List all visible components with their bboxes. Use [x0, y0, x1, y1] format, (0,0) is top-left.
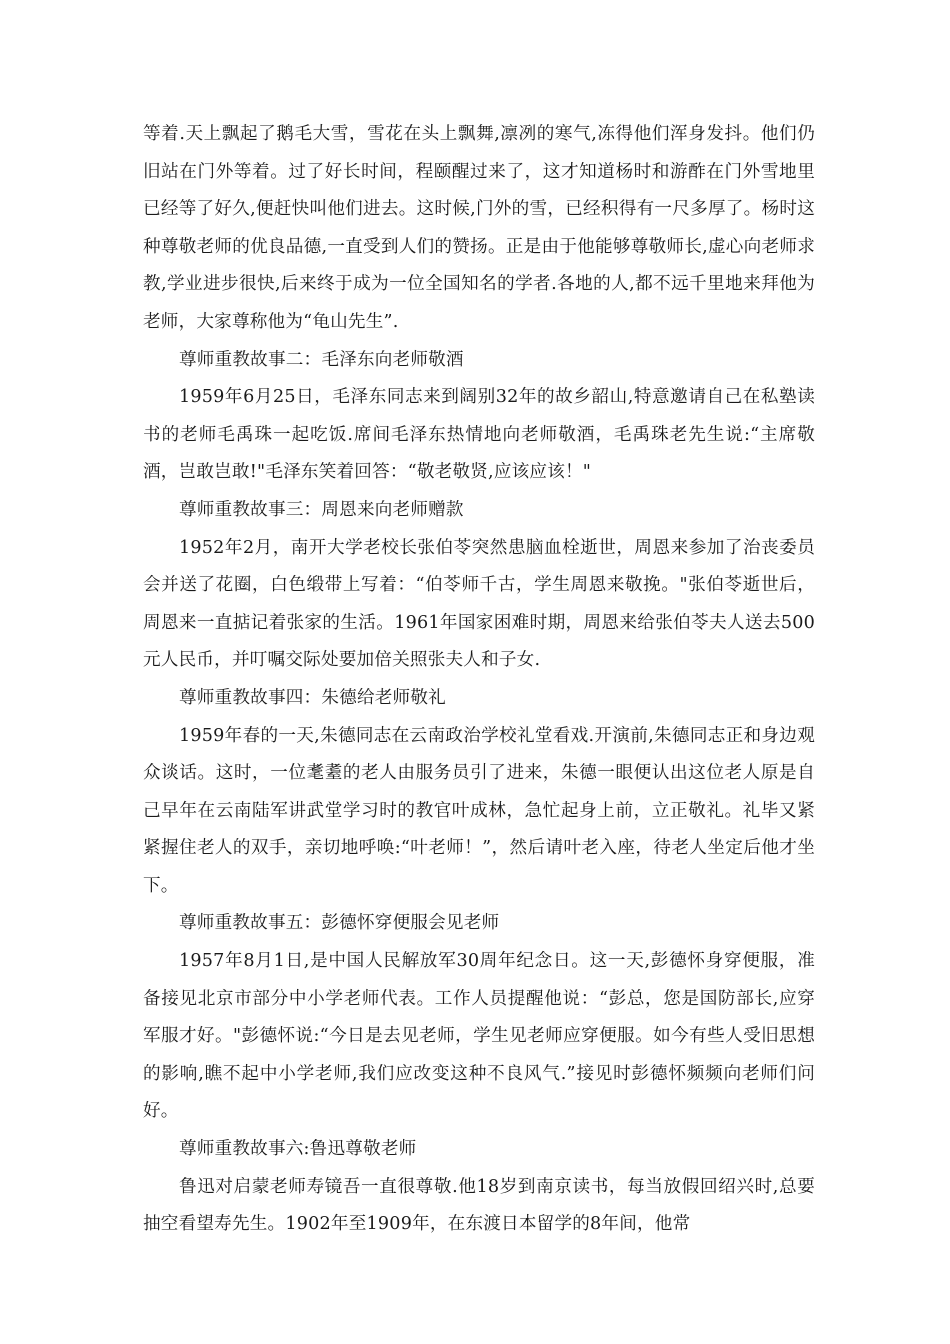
- paragraph-story-3: 1952年2月，南开大学老校长张伯苓突然患脑血栓逝世，周恩来参加了治丧委员会并送了花圈，白色缎带上写着：“伯苓师千古，学生周恩来敬挽。"张伯苓逝世后，周恩来一直掂记着张家的生活。1961年国家困难时期，周恩来给张伯苓夫人送去500元人民币，并叮嘱交际处要加倍关照张夫人和子女.: [143, 537, 815, 671]
- section-heading-story-3: 尊师重教故事三：周恩来向老师赠款: [179, 499, 464, 520]
- section-heading-story-2: 尊师重教故事二：毛泽东向老师敬酒: [179, 349, 464, 370]
- paragraph-yang-shi-story-end: 等着.天上飘起了鹅毛大雪，雪花在头上飘舞,凛冽的寒气,冻得他们浑身发抖。他们仍旧站在门外等着。过了好长时间，程颐醒过来了，这才知道杨时和游酢在门外雪地里已经等了好久,便赶快叫他们进去。这时候,门外的雪，已经积得有一尺多厚了。杨时这种尊敬老师的优良品德,一直受到人们的赞扬。正是由于他能够尊敬师长,虚心向老师求教,学业进步很快,后来终于成为一位全国知名的学者.各地的人,都不远千里地来拜他为老师，大家尊称他为“龟山先生”.: [143, 124, 815, 332]
- document-body: [143, 116, 815, 1244]
- section-heading-story-6: 尊师重教故事六:鲁迅尊敬老师: [179, 1139, 417, 1160]
- section-heading-story-5: 尊师重教故事五：彭德怀穿便服会见老师: [179, 913, 500, 934]
- paragraph-story-5: 1957年8月1日,是中国人民解放军30周年纪念日。这一天,彭德怀身穿便服，准备接见北京市部分中小学老师代表。工作人员提醒他说：“彭总，您是国防部长,应穿军服才好。"彭德怀说:“今日是去见老师，学生见老师应穿便服。如今有些人受旧思想的影响,瞧不起中小学老师,我们应改变这种不良风气.”接见时彭德怀频频向老师们问好。: [143, 951, 815, 1122]
- paragraph-story-2: 1959年6月25日，毛泽东同志来到阔别32年的故乡韶山,特意邀请自己在私塾读书的老师毛禹珠一起吃饭.席间毛泽东热情地向老师敬酒，毛禹珠老先生说:“主席敬酒，岂敢岂敢!"毛泽东笑着回答：“敬老敬贤,应该应该！": [143, 387, 815, 483]
- paragraph-story-4: 1959年春的一天,朱德同志在云南政治学校礼堂看戏.开演前,朱德同志正和身边观众谈话。这时，一位耄耋的老人由服务员引了进来，朱德一眼便认出这位老人原是自己早年在云南陆军讲武堂学习时的教官叶成林，急忙起身上前，立正敬礼。礼毕又紧紧握住老人的双手，亲切地呼唤:“叶老师！”，然后请叶老入座，待老人坐定后他才坐下。: [143, 725, 815, 896]
- section-heading-story-4: 尊师重教故事四：朱德给老师敬礼: [179, 687, 446, 708]
- paragraph-story-6: 鲁迅对启蒙老师寿镜吾一直很尊敬.他18岁到南京读书，每当放假回绍兴时,总要抽空看望寿先生。1902年至1909年，在东渡日本留学的8年间，他常: [143, 1176, 815, 1235]
